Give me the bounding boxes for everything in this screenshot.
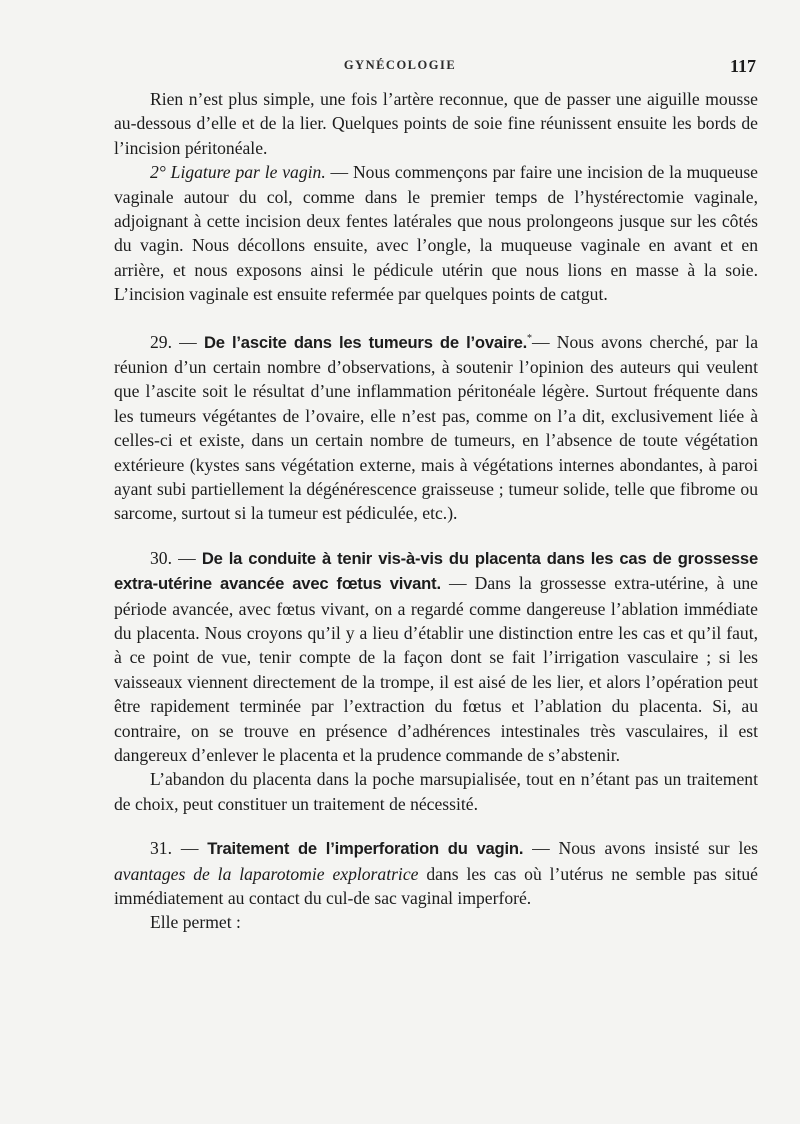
subsection-label: 2° Ligature par le vagin.	[150, 162, 326, 183]
section-text: — Dans la grossesse extra-utérine, à une période avancée, avec fœtus vivant, on a regardé comme dangereuse l’ablation immédiate du placenta. Nous croyons qu’il y a lieu d’établir une distinction entre les cas et qu’il faut, à ce point de vue, tenir compte de la façon dont se fait l’irrigation vasculaire ; si les vaisseaux viennent directement de la trompe, il est aisé de les lier, et alors l’opération peut être rapidement terminée par l’extraction du fœtus et l’ablation du placenta. Si, au contraire, on se trouve en présence d’adhérences intestinales très vasculaires, il est dangereux d’enlever le placenta et la prudence commande de s’abstenir.	[114, 573, 758, 766]
running-head	[0, 56, 800, 78]
paragraph-elle-permet: Elle permet :	[150, 912, 241, 933]
section-heading: Traitement de l’imperforation du vagin.	[207, 839, 524, 859]
page-number: 117	[729, 56, 756, 76]
section-text: — Nous avons insisté sur les	[523, 838, 758, 859]
paragraph-vaginal-ligation	[114, 160, 758, 306]
section-number: 30. —	[150, 547, 202, 568]
paragraph-artery-ligation: Rien n’est plus simple, une fois l’artère reconnue, que de passer une aiguille mousse au-dessous d’elle et de la lier. Quelques points de soie fine réunissent ensuite les bords de l’incision péritonéale.	[114, 89, 758, 158]
section-heading: De la conduite à tenir vis-à-vis du placenta dans les cas de grossesse extra-utérine avancée avec fœtus vivant.	[114, 548, 758, 594]
footnote-mark: *	[527, 332, 533, 344]
section-31	[114, 836, 758, 910]
section-number: 29. —	[150, 331, 204, 352]
paragraph-placenta-abandon: L’abandon du placenta dans la poche marsupialisée, tout en n’étant pas un traitement de choix, peut constituer un traitement de nécessité.	[114, 769, 758, 814]
italic-phrase: avantages de la laparotomie exploratrice	[114, 863, 419, 884]
section-text: — Nous avons cherché, par la réunion d’un certain nombre d’observations, à soutenir l’opinion des auteurs qui veulent que l’ascite soit le résultat d’une inflammation péritonéale légère. Surtout fréquente dans les tumeurs végétantes de l’ovaire, elle n’est pas, comme on l’a dit, exclusivement liée à celles-ci et existe, dans un certain nombre de tumeurs, en l’absence de toute végétation extérieure (kystes sans végétation externe, mais à végétations internes abondantes, à paroi ayant subi partiellement la dégénérescence graisseuse ; tumeur solide, telle que fibrome ou sarcome, surtout si la tumeur est pédiculée, etc.).	[114, 331, 758, 524]
body-text	[114, 87, 758, 935]
section-text-continued: dans les cas où l’utérus ne semble pas situé immédiatement au contact du cul-de sac vaginal imperforé.	[114, 863, 758, 909]
section-29	[114, 327, 758, 526]
running-title: GYNÉCOLOGIE	[343, 58, 457, 72]
section-number: 31. —	[150, 838, 208, 859]
section-30	[114, 546, 758, 768]
paragraph-text: — Nous commençons par faire une incision de la muqueuse vaginale autour du col, comme dans le premier temps de l’hystérectomie vaginale, adjoignant à cette incision deux fentes latérales que nous prolongeons jusque sur les côtés du vagin. Nous décollons ensuite, avec l’ongle, la muqueuse vaginale en avant et en arrière, et nous exposons ainsi le pédicule utérin que nous lions en masse à la soie. L’incision vaginale est ensuite refermée par quelques points de catgut.	[114, 162, 758, 305]
section-heading: De l’ascite dans les tumeurs de l’ovaire.	[203, 332, 528, 352]
